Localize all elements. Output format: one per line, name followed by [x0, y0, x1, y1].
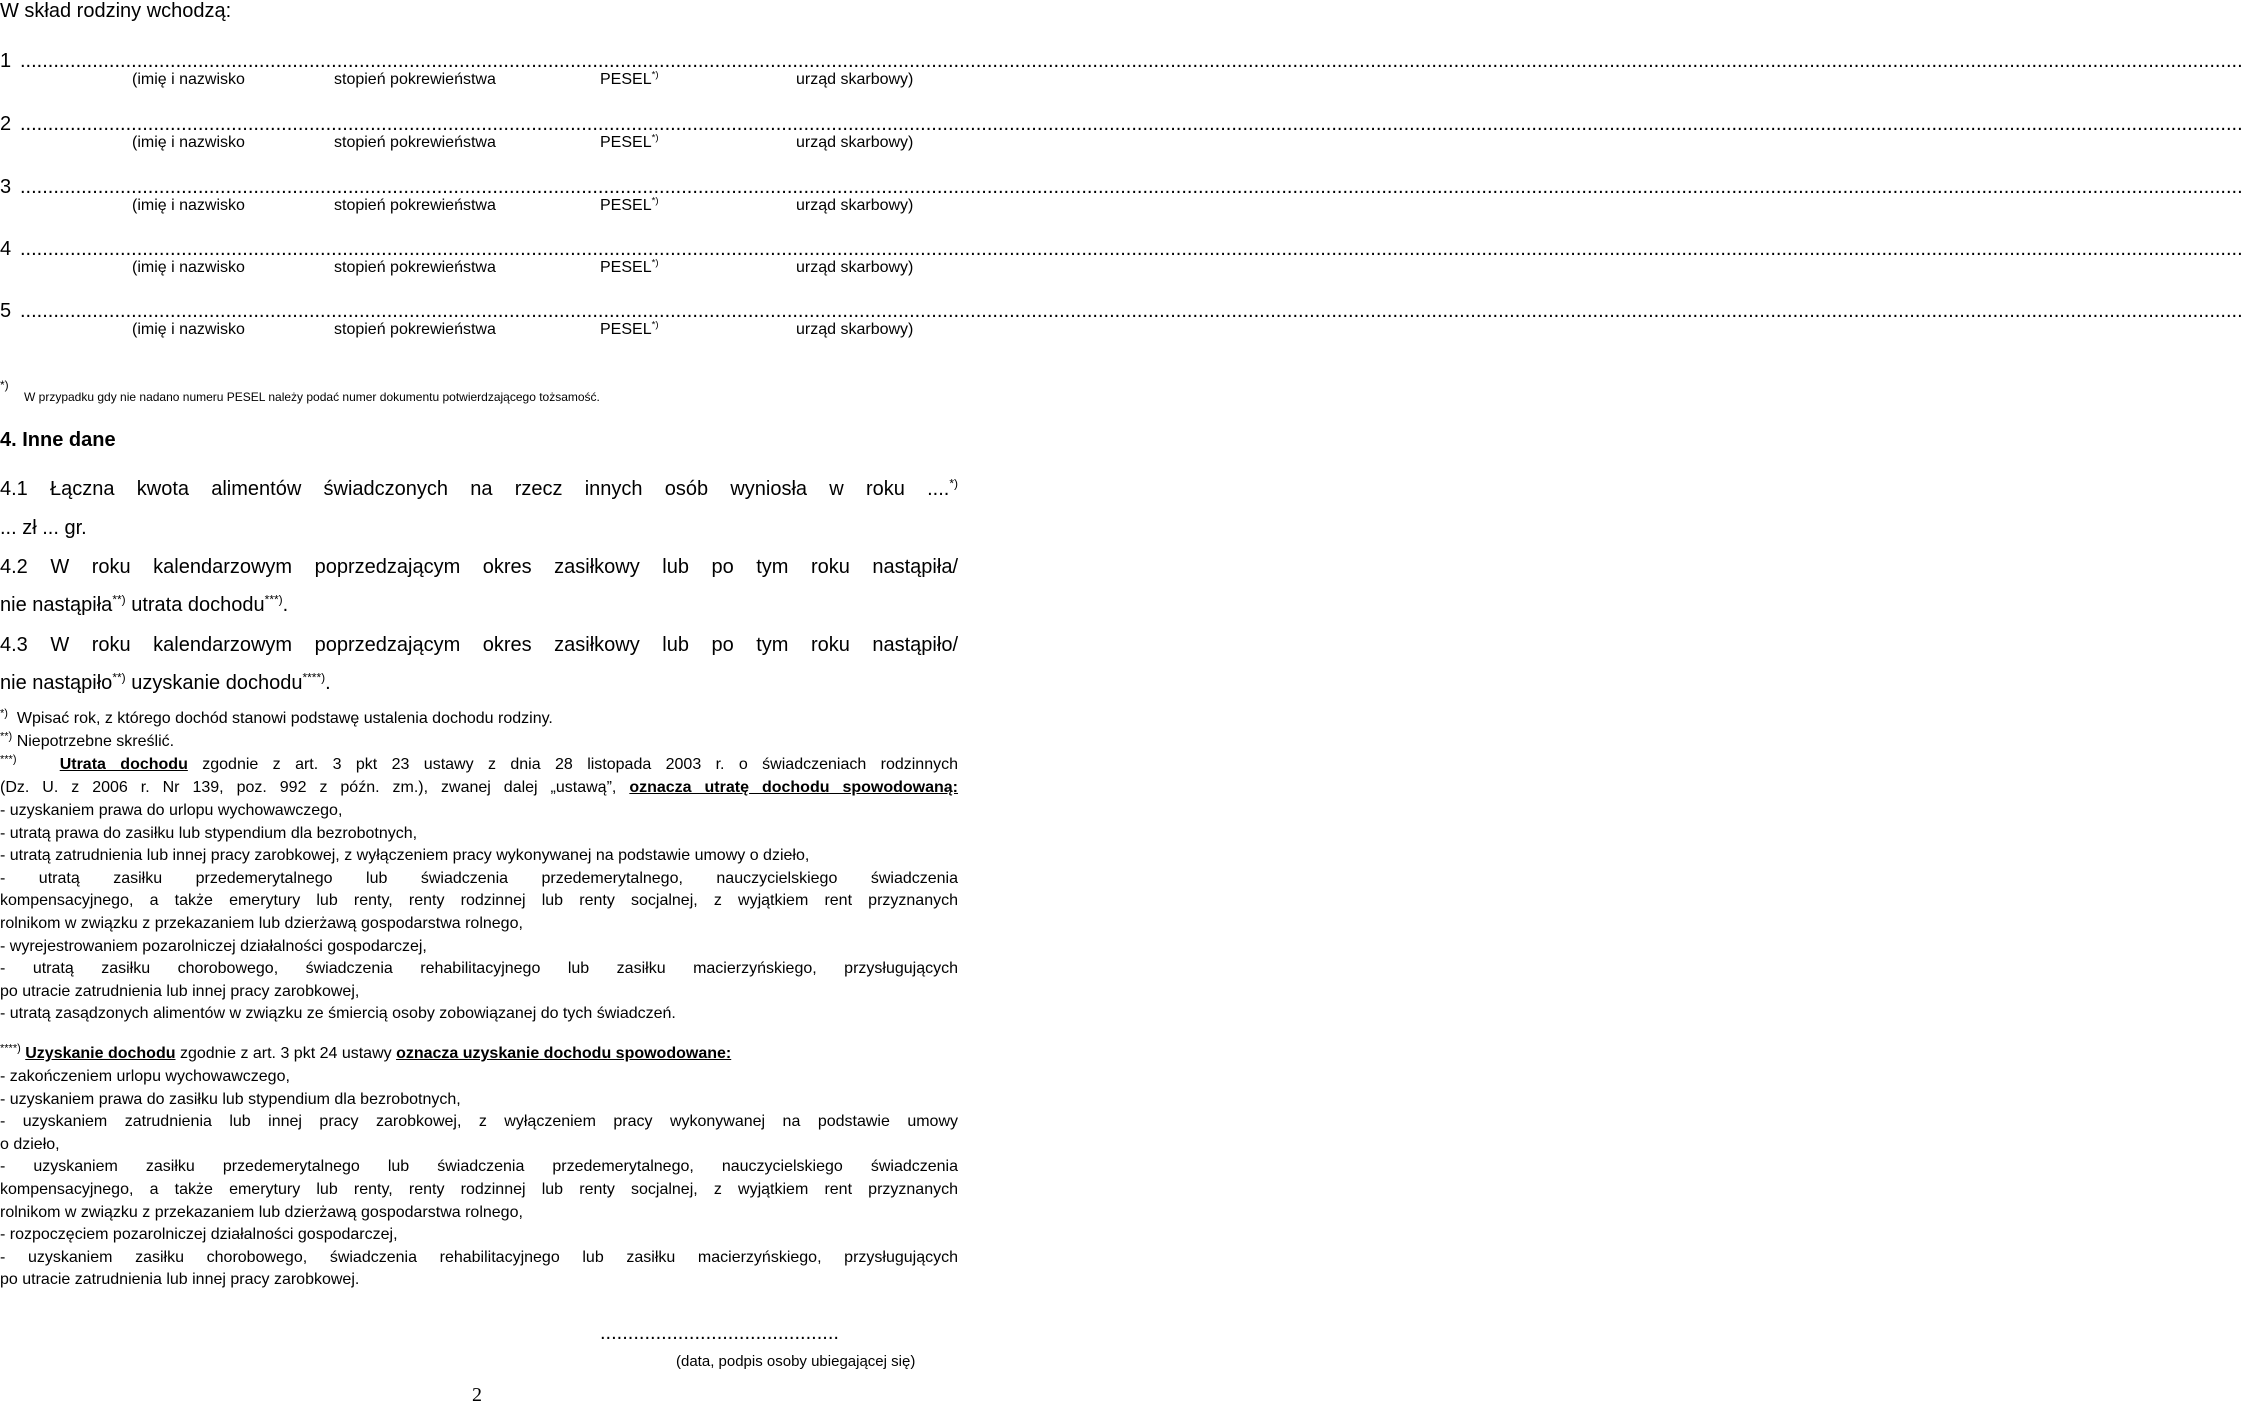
list-item: - uzyskaniem zatrudnienia lub innej pracy zarobkowej, z wyłączeniem pracy wykonywanej na podstawie umowy [0, 1113, 958, 1131]
list-item: - utratą prawa do zasiłku lub stypendium dla bezrobotnych, [0, 824, 418, 842]
note-year: *) Wpisać rok, z którego dochód stanowi podstawę ustalenia dochodu rodziny. [0, 707, 553, 727]
page-heading: W skład rodziny wchodzą: [0, 0, 232, 22]
label-relation: stopień pokrewieństwa [334, 134, 496, 151]
label-relation: stopień pokrewieństwa [334, 197, 496, 214]
label-relation: stopień pokrewieństwa [334, 321, 496, 338]
label-name: (imię i nazwisko [132, 71, 245, 88]
member-input-line[interactable]: ................................................................................................................................................................................................................................................................................................................................................................................................................ [20, 300, 2243, 322]
alimony-amount-field[interactable]: ... zł ... gr. [0, 517, 87, 539]
list-item: rolnikom w związku z przekazaniem lub dzierżawą gospodarstwa rolnego, [0, 915, 523, 932]
label-name: (imię i nazwisko [132, 321, 245, 338]
section-title: 4. Inne dane [0, 429, 116, 451]
family-member-row [0, 238, 2243, 298]
label-name: (imię i nazwisko [132, 197, 245, 214]
question-4-3-line1: 4.3 W roku kalendarzowym poprzedzającym okres zasiłkowy lub po tym roku nastąpiło/ [0, 634, 958, 656]
list-item: o dzieło, [0, 1135, 60, 1153]
label-relation: stopień pokrewieństwa [334, 71, 496, 88]
question-4-2-line2: nie nastąpiła**) utrata dochodu***). [0, 592, 289, 616]
label-tax-office: urząd skarbowy) [796, 134, 914, 151]
family-member-row [0, 300, 2243, 360]
footnote-pesel: W przypadku gdy nie nadano numeru PESEL należy podać numer dokumentu potwierdzającego tożsamość. [24, 390, 600, 404]
note-income-loss: ***) Utrata dochodu zgodnie z art. 3 pkt 23 ustawy z dnia 28 listopada 2003 r. o świadczeniach rodzinnych [0, 753, 959, 773]
label-relation: stopień pokrewieństwa [334, 259, 496, 276]
label-tax-office: urząd skarbowy) [796, 71, 914, 88]
note-cross-out: **) Niepotrzebne skreślić. [0, 730, 175, 750]
list-item: - utratą zatrudnienia lub innej pracy zarobkowej, z wyłączeniem pracy wykonywanej na podstawie umowy o dzieło, [0, 847, 810, 865]
signature-dots[interactable]: ........................................... [600, 1322, 839, 1344]
list-item: - wyrejestrowaniem pozarolniczej działalności gospodarczej, [0, 937, 427, 955]
list-item: - utratą zasiłku przedemerytalnego lub świadczenia przedemerytalnego, nauczycielskiego świadczenia [0, 869, 958, 887]
list-item: - uzyskaniem prawa do urlopu wychowawczego, [0, 802, 343, 819]
member-number: 1 [0, 50, 12, 72]
family-member-row [0, 113, 2243, 173]
question-4-2-line1: 4.2 W roku kalendarzowym poprzedzającym okres zasiłkowy lub po tym roku nastąpiła/ [0, 556, 958, 578]
label-pesel: PESEL*) [600, 195, 659, 214]
family-member-row [0, 176, 2243, 236]
member-number: 3 [0, 176, 12, 198]
question-4-1: 4.1 Łączna kwota alimentów świadczonych na rzecz innych osób wyniosła w roku ....*) [0, 476, 958, 500]
member-number: 4 [0, 238, 12, 260]
question-4-3-line2: nie nastąpiło**) uzyskanie dochodu****). [0, 670, 331, 694]
list-item: rolnikom w związku z przekazaniem lub dzierżawą gospodarstwa rolnego, [0, 1203, 523, 1221]
family-member-row [0, 50, 2243, 110]
label-pesel: PESEL*) [600, 132, 659, 151]
label-tax-office: urząd skarbowy) [796, 197, 914, 214]
footnote-mark: *) [0, 378, 9, 392]
list-item: - uzyskaniem zasiłku chorobowego, świadczenia rehabilitacyjnego lub zasiłku macierzyńskiego, przysługujących [0, 1248, 958, 1266]
member-input-line[interactable]: ................................................................................................................................................................................................................................................................................................................................................................................................................ [20, 238, 2243, 260]
label-pesel: PESEL*) [600, 69, 659, 88]
label-tax-office: urząd skarbowy) [796, 321, 914, 338]
member-input-line[interactable]: ................................................................................................................................................................................................................................................................................................................................................................................................................ [20, 50, 2243, 72]
member-input-line[interactable]: ................................................................................................................................................................................................................................................................................................................................................................................................................ [20, 176, 2243, 198]
list-item: - uzyskaniem prawa do zasiłku lub stypendium dla bezrobotnych, [0, 1090, 461, 1108]
label-pesel: PESEL*) [600, 257, 659, 276]
list-item: - rozpoczęciem pozarolniczej działalności gospodarczej, [0, 1226, 398, 1244]
label-name: (imię i nazwisko [132, 134, 245, 151]
note-income-loss-cont: (Dz. U. z 2006 r. Nr 139, poz. 992 z późn. zm.), zwanej dalej „ustawą”, oznacza utratę dochodu spowodowaną: [0, 779, 959, 796]
list-item: po utracie zatrudnienia lub innej pracy zarobkowej. [0, 1271, 360, 1289]
label-name: (imię i nazwisko [132, 259, 245, 276]
member-number: 5 [0, 300, 12, 322]
member-input-line[interactable]: ................................................................................................................................................................................................................................................................................................................................................................................................................ [20, 113, 2243, 135]
note-income-gain: ****) Uzyskanie dochodu zgodnie z art. 3 pkt 24 ustawy oznacza uzyskanie dochodu spowodowane: [0, 1042, 732, 1062]
member-number: 2 [0, 113, 12, 135]
page-number: 2 [472, 1384, 482, 1406]
list-item: kompensacyjnego, a także emerytury lub renty, renty rodzinnej lub renty socjalnej, z wyjątkiem rent przyznanych [0, 892, 958, 910]
list-item: kompensacyjnego, a także emerytury lub renty, renty rodzinnej lub renty socjalnej, z wyjątkiem rent przyznanych [0, 1181, 958, 1198]
list-item: - utratą zasądzonych alimentów w związku ze śmiercią osoby zobowiązanej do tych świadczeń. [0, 1005, 676, 1023]
signature-label: (data, podpis osoby ubiegającej się) [676, 1353, 916, 1370]
list-item: - utratą zasiłku chorobowego, świadczenia rehabilitacyjnego lub zasiłku macierzyńskiego, przysługujących [0, 960, 958, 978]
list-item: - zakończeniem urlopu wychowawczego, [0, 1068, 290, 1085]
list-item: - uzyskaniem zasiłku przedemerytalnego lub świadczenia przedemerytalnego, nauczycielskiego świadczenia [0, 1158, 958, 1176]
label-tax-office: urząd skarbowy) [796, 259, 914, 276]
list-item: po utracie zatrudnienia lub innej pracy zarobkowej, [0, 982, 360, 1000]
label-pesel: PESEL*) [600, 319, 659, 338]
